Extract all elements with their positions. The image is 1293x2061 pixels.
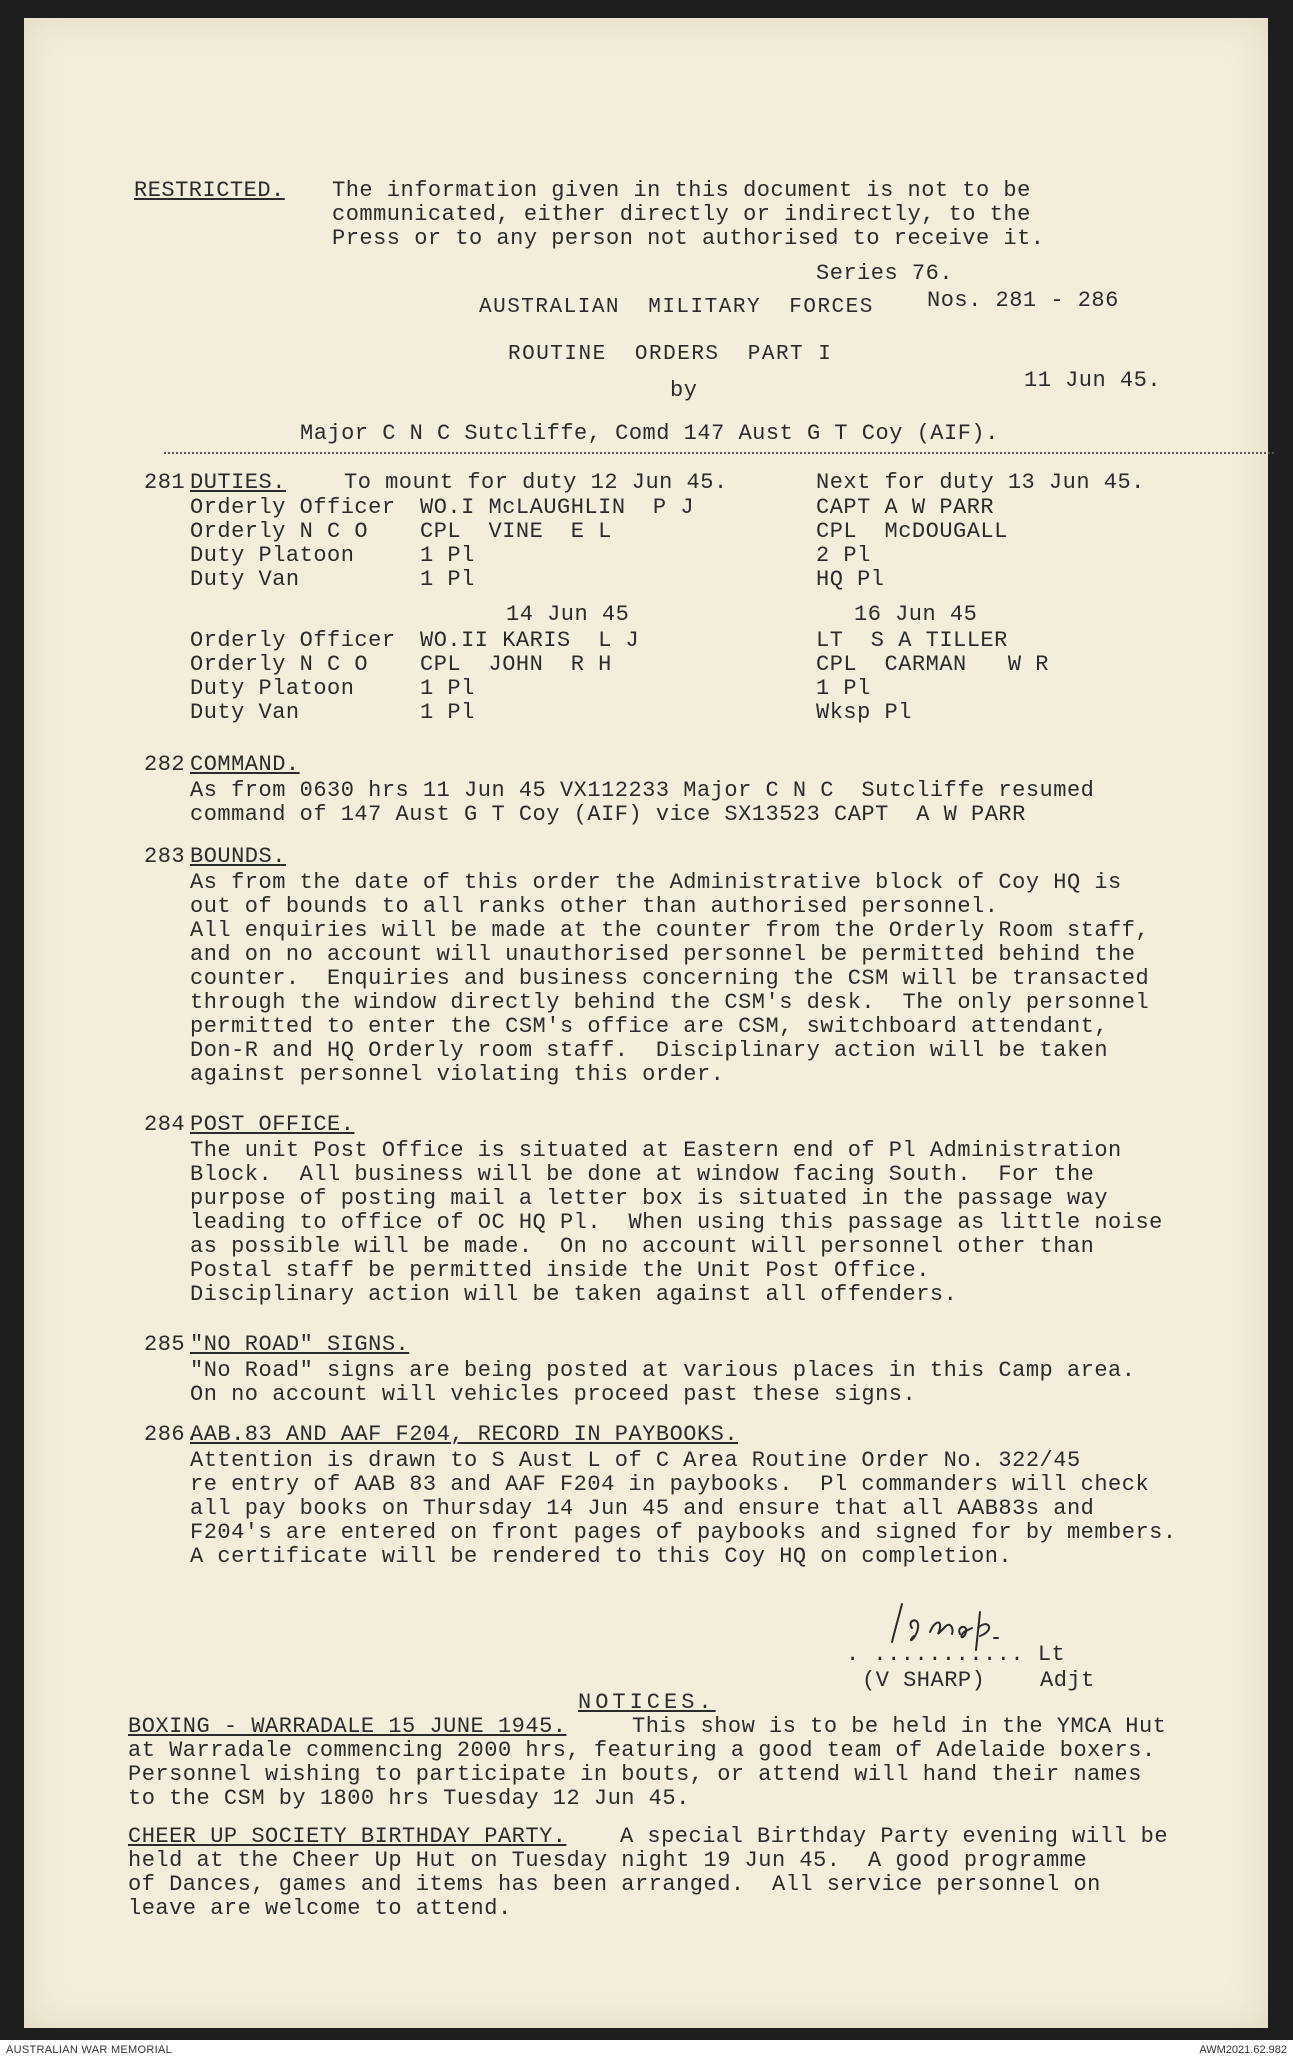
paybooks-line-1: Attention is drawn to S Aust L of C Area Routine Order No. 322/45 [190,1448,1081,1473]
bounds-line-7: permitted to enter the CSM's office are CSM, switchboard attendant, [190,1014,1109,1039]
day12-duty-van: 1 Pl [420,567,475,592]
footer-accession-number: AWM2021.62.982 [1199,2044,1287,2056]
order-number-284: 284 [144,1112,186,1137]
order-number-283: 283 [144,844,186,869]
paybooks-line-2: re entry of AAB 83 and AAF F204 in paybooks. Pl commanders will check [190,1472,1150,1497]
day12-orderly-officer: WO.I McLAUGHLIN P J [420,495,695,520]
no-road-heading: "NO ROAD" SIGNS. [190,1332,410,1357]
bounds-line-6: through the window directly behind the CSM's desk. The only personnel [190,990,1150,1015]
notice-boxing-heading: BOXING - WARRADALE 15 JUNE 1945. [128,1714,567,1739]
signatory-name: (V SHARP) [862,1668,986,1693]
day14-duty-platoon: 1 Pl [420,676,475,701]
bounds-line-3: All enquiries will be made at the counter from the Orderly Room staff, [190,918,1150,943]
order-number-281: 281 [144,470,186,495]
no-road-line-1: "No Road" signs are being posted at various places in this Camp area. [190,1358,1136,1383]
role-orderly-nco: Orderly N C O [190,519,369,544]
order-number-285: 285 [144,1332,186,1357]
paybooks-line-5: A certificate will be rendered to this Coy HQ on completion. [190,1544,1013,1569]
role-orderly-officer: Orderly Officer [190,495,396,520]
day16-duty-platoon: 1 Pl [816,676,871,701]
day13-duty-van: HQ Pl [816,567,885,592]
bounds-line-4: and on no account will unauthorised personnel be permitted behind the [190,942,1136,967]
day13-duty-platoon: 2 Pl [816,543,871,568]
post-office-line-4: leading to office of OC HQ Pl. When using this passage as little noise [190,1210,1163,1235]
day14-orderly-nco: CPL JOHN R H [420,652,612,677]
role-duty-van-b: Duty Van [190,700,300,725]
notice-cheer-line-2: of Dances, games and items has been arranged. All service personnel on [128,1872,1101,1897]
day13-orderly-nco: CPL McDOUGALL [816,519,1008,544]
day14-orderly-officer: WO.II KARIS L J [420,628,640,653]
day16-orderly-officer: LT S A TILLER [816,628,1008,653]
notice-boxing-line-1: at Warradale commencing 2000 hrs, featuring a good team of Adelaide boxers. [128,1738,1156,1763]
post-office-heading: POST OFFICE. [190,1112,355,1137]
bounds-line-5: counter. Enquiries and business concerning the CSM will be transacted [190,966,1150,991]
post-office-line-7: Disciplinary action will be taken against all offenders. [190,1282,958,1307]
signature-dots: . ........... Lt [846,1642,1066,1667]
notice-cheer-line-1: held at the Cheer Up Hut on Tuesday night 19 Jun 45. A good programme [128,1848,1088,1873]
post-office-line-3: purpose of posting mail a letter box is situated in the passage way [190,1186,1109,1211]
order-date: 11 Jun 45. [1024,368,1162,393]
duties-heading: DUTIES. [190,470,286,495]
duties-col2-head: Next for duty 13 Jun 45. [816,470,1145,495]
notice-boxing-line-2: Personnel wishing to participate in bouts, or attend will hand their names [128,1762,1142,1787]
orders-title: ROUTINE ORDERS PART I [508,343,833,366]
role-duty-platoon: Duty Platoon [190,543,355,568]
bounds-line-2: out of bounds to all ranks other than authorised personnel. [190,894,999,919]
command-line-2: command of 147 Aust G T Coy (AIF) vice SX13523 CAPT A W PARR [190,802,1026,827]
footer-institution: AUSTRALIAN WAR MEMORIAL [6,2044,173,2056]
notice-boxing-first: This show is to be held in the YMCA Hut [632,1714,1167,1739]
day14-duty-van: 1 Pl [420,700,475,725]
bounds-line-8: Don-R and HQ Orderly room staff. Disciplinary action will be taken [190,1038,1109,1063]
restriction-line-2: communicated, either directly or indirectly, to the [332,202,1031,227]
order-number-286: 286. [144,1422,199,1447]
series-label: Series 76. [816,261,954,286]
duties-col1-head: To mount for duty 12 Jun 45. [344,470,728,495]
post-office-line-2: Block. All business will be done at window facing South. For the [190,1162,1095,1187]
notice-boxing-line-3: to the CSM by 1800 hrs Tuesday 12 Jun 45. [128,1786,690,1811]
paybooks-line-3: all pay books on Thursday 14 Jun 45 and ensure that all AAB83s and [190,1496,1095,1521]
restriction-line-3: Press or to any person not authorised to receive it. [332,226,1045,251]
day12-orderly-nco: CPL VINE E L [420,519,612,544]
notices-title: NOTICES. [578,1690,716,1715]
role-orderly-officer-b: Orderly Officer [190,628,396,653]
paybooks-line-4: F204's are entered on front pages of paybooks and signed for by members. [190,1520,1177,1545]
post-office-line-5: as possible will be made. On no account will personnel other than [190,1234,1095,1259]
bounds-heading: BOUNDS. [190,844,286,869]
header-divider [164,452,1274,454]
paybooks-heading: AAB.83 AND AAF F204, RECORD IN PAYBOOKS. [190,1422,739,1447]
post-office-line-6: Postal staff be permitted inside the Unit Post Office. [190,1258,930,1283]
notice-cheer-first: A special Birthday Party evening will be [620,1824,1169,1849]
command-heading: COMMAND. [190,752,300,777]
day16-duty-van: Wksp Pl [816,700,912,725]
order-numbers: Nos. 281 - 286 [927,288,1119,313]
restriction-line-1: The information given in this document is not to be [332,178,1031,203]
force-title: AUSTRALIAN MILITARY FORCES [479,296,874,319]
notice-cheer-heading: CHEER UP SOCIETY BIRTHDAY PARTY. [128,1824,567,1849]
role-duty-platoon-b: Duty Platoon [190,676,355,701]
post-office-line-1: The unit Post Office is situated at Eastern end of Pl Administration [190,1138,1122,1163]
bounds-line-1: As from the date of this order the Administrative block of Coy HQ is [190,870,1122,895]
archive-footer [0,2040,1293,2061]
day13-orderly-officer: CAPT A W PARR [816,495,995,520]
signatory-role: Adjt [1040,1668,1095,1693]
day16-orderly-nco: CPL CARMAN W R [816,652,1049,677]
document-sheet [24,18,1268,2028]
role-duty-van: Duty Van [190,567,300,592]
by-label: by [670,378,698,403]
restricted-label: RESTRICTED. [134,178,285,203]
duties-col1-head-b: 14 Jun 45 [506,602,630,627]
notice-cheer-line-3: leave are welcome to attend. [128,1896,512,1921]
bounds-line-9: against personnel violating this order. [190,1062,725,1087]
order-number-282: 282 [144,752,186,777]
commander-line: Major C N C Sutcliffe, Comd 147 Aust G T Coy (AIF). [300,421,999,446]
command-line-1: As from 0630 hrs 11 Jun 45 VX112233 Major C N C Sutcliffe resumed [190,778,1095,803]
duties-col2-head-b: 16 Jun 45 [854,602,978,627]
day12-duty-platoon: 1 Pl [420,543,475,568]
role-orderly-nco-b: Orderly N C O [190,652,369,677]
no-road-line-2: On no account will vehicles proceed past these signs. [190,1382,917,1407]
